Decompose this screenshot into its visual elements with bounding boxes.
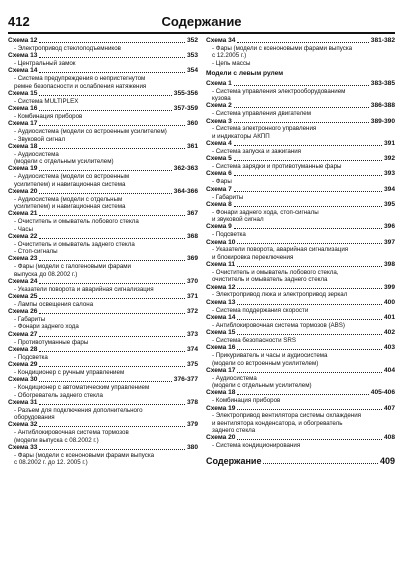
scheme-title: Схема 34 (206, 37, 236, 44)
scheme-description: - Фары (модели с ксеноновыми фарами выпуска (14, 451, 155, 459)
scheme-title: Схема 5 (206, 155, 232, 163)
dot-leader (39, 449, 185, 450)
scheme-title-row (206, 434, 395, 442)
scheme-description: выпуска до 08.2002 г.) (14, 270, 78, 278)
scheme-title: Схема 9 (206, 223, 232, 231)
toc-entry[interactable] (206, 118, 395, 141)
scheme-title-row (206, 155, 395, 163)
scheme-description: - Комбинация приборов (212, 397, 281, 405)
toc-entry[interactable] (206, 80, 395, 103)
scheme-description: - Центральный замок (14, 60, 76, 68)
scheme-title-row (8, 399, 198, 407)
scheme-description: - Электропривод стеклоподъемников (14, 44, 121, 52)
scheme-title-row (8, 143, 198, 151)
toc-entry[interactable] (206, 223, 395, 238)
toc-entry[interactable] (8, 346, 198, 361)
scheme-title: Схема 33 (8, 443, 38, 451)
scheme-title: Схема 22 (8, 232, 38, 240)
dot-leader (39, 57, 185, 58)
dot-leader (234, 191, 382, 192)
toc-entry[interactable] (8, 120, 198, 143)
toc-entry[interactable] (8, 421, 198, 444)
page-ref: 370 (186, 277, 198, 285)
scheme-description: - Кондиционер с автоматическим управлением (14, 384, 150, 392)
page-ref: 353 (186, 52, 198, 60)
scheme-title-row (206, 344, 395, 352)
scheme-description: оборудования (14, 414, 55, 422)
page-ref: 354 (186, 67, 198, 75)
scheme-title: Схема 14 (8, 67, 38, 75)
scheme-title-row (8, 67, 198, 75)
scheme-title-row (206, 314, 395, 322)
dot-leader (39, 72, 185, 73)
dot-leader (237, 42, 368, 43)
toc-entry[interactable] (206, 102, 395, 117)
scheme-description: - Кондиционер с ручным управлением (14, 369, 125, 377)
scheme-description: - Система предупреждения о непристегнутом (14, 75, 146, 83)
scheme-description: ремне безопасности и ослабления натяжения (14, 82, 147, 90)
scheme-title-row (206, 170, 395, 178)
scheme-description: (модели со встроенным усилителем) (212, 359, 319, 367)
scheme-description: усилителем) и навигационная система (14, 203, 126, 211)
page-ref: 373 (186, 330, 198, 338)
dot-leader (39, 260, 185, 261)
scheme-title: Схема 12 (206, 283, 236, 291)
scheme-description: - Аудиосистема (14, 150, 59, 158)
scheme-description: - Очиститель и омыватель лобового стекла (14, 218, 139, 226)
scheme-description: очиститель и омыватель заднего стекла (212, 276, 328, 284)
scheme-title: Схема 19 (206, 404, 236, 412)
page-ref: 368 (186, 232, 198, 240)
scheme-title-row (8, 278, 198, 286)
dot-leader (237, 439, 382, 440)
toc-left-column (8, 37, 198, 466)
scheme-title-row (206, 284, 395, 292)
scheme-description: с 12.2005 г.) (212, 52, 247, 60)
footer-dot-leader (263, 463, 378, 464)
scheme-description: - Разъем для подключения дополнительного (14, 406, 143, 414)
scheme-title: Схема 31 (8, 398, 38, 406)
scheme-description: заднего стекла (212, 427, 256, 435)
dot-leader (234, 145, 382, 146)
page-ref: 355-356 (173, 89, 198, 97)
scheme-title-row (206, 239, 395, 247)
scheme-description: - Аудиосистема (модели с отдельным (14, 195, 123, 203)
scheme-title: Схема 26 (8, 308, 38, 316)
dot-leader (234, 107, 369, 108)
toc-entry[interactable] (206, 239, 395, 262)
scheme-title-row (206, 261, 395, 269)
page-ref: 375 (186, 361, 198, 369)
scheme-title: Схема 32 (8, 421, 38, 429)
page-ref: 376-377 (173, 376, 198, 384)
page-ref: 392 (383, 155, 395, 163)
scheme-description: - Антиблокировочная система тормозов (14, 429, 129, 437)
page-ref: 389-390 (370, 117, 395, 125)
page-ref: 379 (186, 421, 198, 429)
scheme-title-row (8, 233, 198, 241)
scheme-description: - Система поддержания скорости (212, 306, 309, 314)
scheme-title: Схема 18 (206, 389, 236, 397)
toc-entry[interactable] (206, 405, 395, 435)
dot-leader (237, 266, 382, 267)
scheme-description: (модели выпуска с 08.2002 г.) (14, 436, 99, 444)
scheme-title: Схема 20 (206, 434, 236, 442)
scheme-title-row (206, 405, 395, 413)
page-ref: 403 (383, 344, 395, 352)
scheme-title: Схема 6 (206, 170, 232, 178)
dot-leader (39, 404, 185, 405)
scheme-title-row (8, 444, 198, 452)
toc-entry[interactable] (206, 37, 395, 67)
dot-leader (39, 148, 185, 149)
scheme-title: Схема 7 (206, 185, 232, 193)
toc-entry[interactable] (8, 165, 198, 188)
scheme-description: - Система управления электрооборудованием (212, 87, 346, 95)
scheme-description: - Электропривод вентилятора системы охлаждения (212, 412, 362, 420)
toc-entry[interactable] (8, 376, 198, 399)
scheme-title: Схема 25 (8, 293, 38, 301)
scheme-title-row (8, 105, 198, 113)
header-rule (8, 32, 395, 34)
scheme-title: Схема 23 (8, 255, 38, 263)
scheme-title: Схема 13 (206, 298, 236, 306)
scheme-title: Схема 8 (206, 200, 232, 208)
scheme-description: - Антиблокировочная система тормозов (ABS) (212, 321, 345, 329)
dot-leader (39, 170, 171, 171)
toc-entry[interactable] (8, 37, 198, 52)
dot-leader (237, 243, 382, 244)
scheme-title-row (8, 308, 198, 316)
scheme-title-row (8, 165, 198, 173)
toc-entry[interactable] (206, 170, 395, 185)
scheme-description: - Подсветка (212, 231, 246, 239)
page-ref: 407 (383, 404, 395, 412)
dot-leader (234, 175, 382, 176)
scheme-title-row (8, 90, 198, 98)
scheme-description: - Электропривод люка и электропривод зеркал (212, 291, 348, 299)
toc-entry[interactable] (8, 105, 198, 120)
dot-leader (39, 351, 185, 352)
toc-entry[interactable] (206, 261, 395, 284)
page-ref: 369 (186, 255, 198, 263)
scheme-description: - Габариты (212, 193, 244, 201)
toc-entry[interactable] (8, 143, 198, 166)
scheme-title-row (8, 37, 198, 45)
scheme-title: Схема 18 (8, 142, 38, 150)
scheme-description: - Фары (модели с галогеновыми фарами (14, 263, 131, 271)
toc-entry[interactable] (206, 140, 395, 155)
page-ref: 360 (186, 120, 198, 128)
toc-entry[interactable] (8, 52, 198, 67)
scheme-description: - Система электронного управления (212, 125, 317, 133)
dot-leader (234, 85, 369, 86)
toc-right-column (206, 37, 395, 467)
scheme-title: Схема 14 (206, 313, 236, 321)
scheme-description: - Подсветка (14, 353, 48, 361)
dot-leader (234, 228, 382, 229)
scheme-title: Схема 2 (206, 102, 232, 110)
scheme-title-row (206, 201, 395, 209)
scheme-description: - Система зарядки и противотуманные фары (212, 163, 342, 171)
scheme-title: Схема 16 (206, 344, 236, 352)
page-ref: 371 (186, 293, 198, 301)
scheme-title-row (8, 331, 198, 339)
dot-leader (39, 42, 185, 43)
dot-leader (39, 125, 185, 126)
dot-leader (39, 381, 171, 382)
dot-leader (39, 336, 185, 337)
scheme-description: - Очиститель и омыватель лобового стекла, (212, 268, 339, 276)
scheme-title-row (8, 293, 198, 301)
page-ref: 352 (186, 37, 198, 44)
scheme-title-row (206, 223, 395, 231)
scheme-description: и индикаторы АКПП (212, 132, 270, 140)
scheme-description: - Аудиосистема (212, 374, 257, 382)
scheme-description: - Звуковой сигнал (14, 135, 66, 143)
toc-entry[interactable] (8, 278, 198, 293)
scheme-title: Схема 3 (206, 117, 232, 125)
page-ref: 396 (383, 223, 395, 231)
scheme-description: - Система кондиционирования (212, 442, 301, 450)
scheme-title-row (8, 376, 198, 384)
page-ref: 364-366 (173, 187, 198, 195)
scheme-title: Схема 21 (8, 210, 38, 218)
toc-entry[interactable] (206, 389, 395, 404)
scheme-description: - Система безопасности SRS (212, 337, 296, 345)
dot-leader (237, 372, 382, 373)
dot-leader (237, 304, 382, 305)
scheme-description: - Аудиосистема (модели со встроенным (14, 173, 130, 181)
scheme-description: - Указатели поворота и аварийная сигнализация (14, 285, 154, 293)
toc-entry[interactable] (8, 444, 198, 467)
scheme-title: Схема 12 (8, 37, 38, 44)
page-ref: 395 (383, 200, 395, 208)
scheme-title: Схема 15 (206, 329, 236, 337)
page-ref: 400 (383, 298, 395, 306)
scheme-title-row (8, 255, 198, 263)
page-ref: 398 (383, 261, 395, 269)
scheme-title-row (206, 299, 395, 307)
page-ref: 374 (186, 345, 198, 353)
dot-leader (234, 206, 382, 207)
scheme-title: Схема 10 (206, 238, 236, 246)
scheme-title: Схема 20 (8, 187, 38, 195)
scheme-description: - Противотуманные фары (14, 338, 89, 346)
toc-entry[interactable] (8, 293, 198, 308)
scheme-description: - Обогреватель заднего стекла (14, 391, 103, 399)
dot-leader (237, 334, 382, 335)
page-ref: 405-406 (370, 389, 395, 397)
scheme-description: - Система управления двигателем (212, 110, 311, 118)
page-ref: 391 (383, 140, 395, 147)
section-heading: Модели с левым рулем (206, 69, 284, 77)
dot-leader (39, 283, 185, 284)
dot-leader (237, 319, 382, 320)
toc-entry[interactable] (8, 399, 198, 422)
scheme-title: Схема 29 (8, 361, 38, 369)
scheme-description: (модели с отдельным усилителем) (212, 382, 312, 390)
scheme-description: - Часы (14, 225, 33, 233)
page-ref: 357-359 (173, 105, 198, 113)
dot-leader (39, 238, 185, 239)
toc-right-top-entries (206, 37, 395, 67)
scheme-title-row (206, 140, 395, 148)
toc-footer-entry[interactable] (206, 456, 395, 467)
scheme-title: Схема 16 (8, 105, 38, 113)
toc-entry[interactable] (8, 361, 198, 376)
scheme-title-row (8, 210, 198, 218)
scheme-description: с 08.2002 г. до 12. 2005 г.) (14, 459, 88, 467)
dot-leader (39, 426, 185, 427)
scheme-description: - Прикуриватель и часы и аудиосистема (212, 352, 328, 360)
toc-entry[interactable] (206, 344, 395, 367)
scheme-description: и звуковой сигнал (212, 216, 264, 224)
scheme-description: усилителем) и навигационная система (14, 180, 126, 188)
page-ref: 397 (383, 238, 395, 246)
footer-entry-page: 409 (379, 455, 395, 466)
scheme-description: - Фонари заднего хода (14, 323, 79, 331)
scheme-description: и вентилятора конденсатора, и обогреватель (212, 419, 343, 427)
scheme-description: и блокировка переключения (212, 253, 294, 261)
scheme-title-row (8, 188, 198, 196)
scheme-title: Схема 30 (8, 376, 38, 384)
toc-entry[interactable] (206, 299, 395, 314)
scheme-description: - Указатели поворота, аварийная сигнализация (212, 246, 349, 254)
scheme-description: - Габариты (14, 316, 46, 324)
toc-entry[interactable] (8, 210, 198, 233)
toc-entry[interactable] (8, 233, 198, 256)
page-ref: 372 (186, 308, 198, 316)
scheme-title: Схема 24 (8, 277, 38, 285)
scheme-description: - Фары (212, 178, 232, 186)
scheme-description: - Лампы освещения салона (14, 300, 94, 308)
scheme-title: Схема 11 (206, 261, 236, 269)
dot-leader (237, 288, 382, 289)
scheme-title: Схема 19 (8, 165, 38, 173)
toc-entry[interactable] (8, 188, 198, 211)
scheme-title: Схема 28 (8, 345, 38, 353)
dot-leader (39, 298, 185, 299)
scheme-description: - Фонари заднего хода, стоп-сигналы (212, 208, 319, 216)
dot-leader (237, 409, 382, 410)
scheme-description: - Стоп-сигналы (14, 248, 58, 256)
page-ref: 401 (383, 313, 395, 321)
page-ref: 386-388 (370, 102, 395, 110)
scheme-description: - Комбинация приборов (14, 113, 83, 121)
scheme-title: Схема 1 (206, 79, 232, 87)
toc-entry[interactable] (206, 186, 395, 201)
dot-leader (237, 394, 368, 395)
page-ref: 399 (383, 283, 395, 291)
scheme-description: - Система запуска и зажигания (212, 147, 302, 155)
page-ref: 408 (383, 434, 395, 442)
page-ref: 367 (186, 210, 198, 218)
scheme-description: - Фары (модели с ксеноновыми фарами выпуска (212, 44, 353, 52)
scheme-title: Схема 27 (8, 330, 38, 338)
scheme-title: Схема 17 (8, 120, 38, 128)
scheme-title-row (8, 52, 198, 60)
page-ref: 361 (186, 142, 198, 150)
dot-leader (39, 95, 171, 96)
scheme-title-row (8, 421, 198, 429)
scheme-title-row (206, 367, 395, 375)
dot-leader (234, 160, 382, 161)
page-ref: 404 (383, 366, 395, 374)
scheme-description: - Цепь массы (212, 59, 251, 67)
page-title: Содержание (161, 13, 242, 29)
scheme-description: (модели с отдельным усилителем) (14, 158, 114, 166)
toc-entry[interactable] (8, 255, 198, 278)
toc-entry[interactable] (206, 434, 395, 449)
page-ref: 393 (383, 170, 395, 178)
dot-leader (39, 110, 171, 111)
dot-leader (234, 122, 369, 123)
page-ref: 381-382 (370, 37, 395, 44)
page-header (8, 12, 395, 30)
dot-leader (39, 313, 185, 314)
scheme-title-row (206, 329, 395, 337)
toc-entry[interactable] (206, 329, 395, 344)
scheme-title-row (206, 389, 395, 397)
scheme-description: - Аудиосистема (модели со встроенным усилителем) (14, 128, 167, 136)
scheme-description: - Система MULTIPLEX (14, 97, 79, 105)
scheme-title-row (206, 37, 395, 45)
page-ref: 383-385 (370, 79, 395, 87)
scheme-title-row (206, 80, 395, 88)
toc-entry[interactable] (8, 331, 198, 346)
toc-entry[interactable] (206, 314, 395, 329)
scheme-title-row (8, 120, 198, 128)
page-ref: 402 (383, 329, 395, 337)
scheme-title-row (206, 102, 395, 110)
scheme-description: кузова (212, 95, 231, 102)
page-ref: 380 (186, 443, 198, 451)
page-ref: 362-363 (173, 165, 198, 173)
page-number: 412 (8, 13, 30, 29)
dot-leader (39, 193, 171, 194)
scheme-title: Схема 4 (206, 140, 232, 147)
toc-entry[interactable] (206, 201, 395, 224)
toc-entry[interactable] (206, 284, 395, 299)
toc-entry[interactable] (8, 90, 198, 105)
dot-leader (237, 349, 382, 350)
scheme-title-row (8, 361, 198, 369)
toc-entry[interactable] (8, 67, 198, 90)
toc-entry[interactable] (206, 155, 395, 170)
dot-leader (39, 215, 185, 216)
toc-right-entries (206, 80, 395, 450)
scheme-title-row (206, 186, 395, 194)
toc-entry[interactable] (206, 367, 395, 390)
scheme-title-row (206, 118, 395, 126)
toc-entry[interactable] (8, 308, 198, 331)
dot-leader (39, 366, 185, 367)
page-ref: 394 (383, 185, 395, 193)
scheme-title: Схема 13 (8, 52, 38, 60)
page-ref: 378 (186, 398, 198, 406)
scheme-description: - Очиститель и омыватель заднего стекла (14, 240, 135, 248)
scheme-title-row (8, 346, 198, 354)
scheme-title: Схема 15 (8, 89, 38, 97)
footer-entry-title: Содержание (206, 455, 262, 466)
scheme-title: Схема 17 (206, 366, 236, 374)
